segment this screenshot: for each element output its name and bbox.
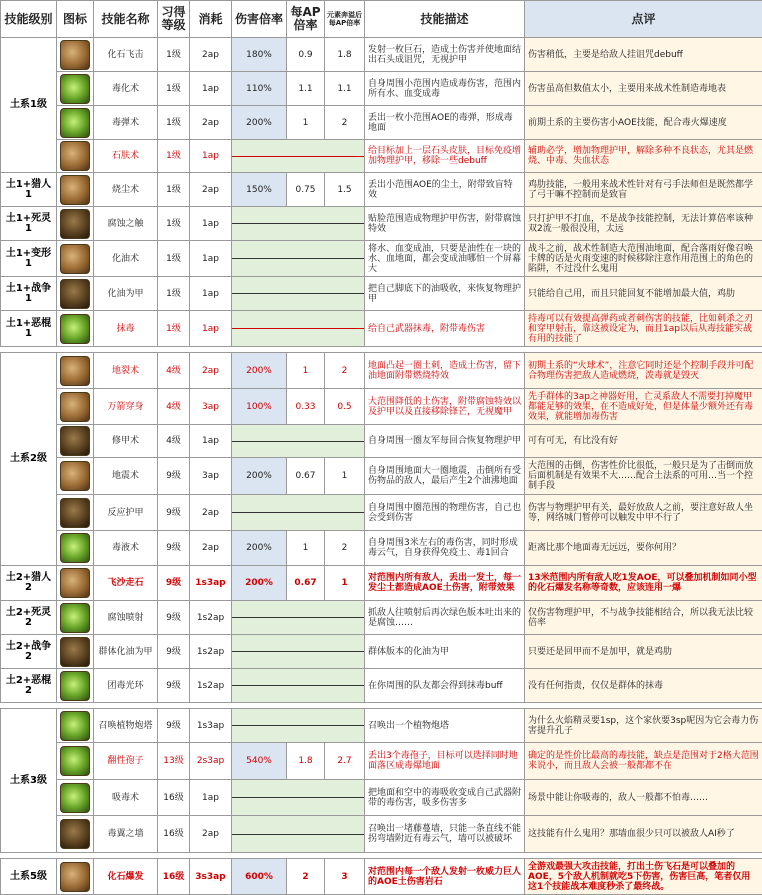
skill-description: 对范围内每一个敌人发射一枚威力巨人的AOE土伤害岩石: [365, 859, 525, 895]
skill-icon: [60, 568, 90, 598]
skill-icon: [60, 244, 90, 274]
table-row: [1, 241, 762, 277]
per-ap-ratio: 0.75: [287, 173, 325, 207]
learn-level: 9级: [158, 566, 190, 601]
damage-ratio: 110%: [232, 72, 287, 106]
skill-name: 地震术: [94, 458, 158, 495]
skill-name: 群体化油为甲: [94, 635, 158, 669]
per-ap-ratio: 1.8: [287, 743, 325, 780]
skill-description: 自身周围3米左右的毒伤害，同时形成毒云气，自身获得免疫土、毒1回合: [365, 531, 525, 566]
ap-cost: 1s2ap: [190, 635, 232, 669]
skill-name: 毒翼之墙: [94, 816, 158, 853]
skill-description: 抓敌人往喷射后再次绿色版本吐出来的是腐蚀……: [365, 601, 525, 635]
per-ap-ratio: 2: [287, 859, 325, 895]
table-row: [1, 38, 762, 72]
ap-cost: 2ap: [190, 816, 232, 853]
skill-name: 烧尘术: [94, 173, 158, 207]
skill-level-cell: 土1+恶棍1: [1, 311, 57, 347]
table-row: [1, 709, 762, 743]
skill-icon: [60, 314, 90, 344]
skill-icon: [60, 108, 90, 138]
skill-icon: [60, 783, 90, 813]
header-cost: 消耗: [190, 1, 232, 38]
header-comment: 点评: [525, 1, 762, 38]
learn-level: 16级: [158, 859, 190, 895]
skill-comment: 只能给自己用，而且只能回复不能增加最大值，鸡肋: [525, 277, 762, 311]
skill-description: 发射一枚巨石，造成土伤害并使地面结出石头成诅咒，无视护甲: [365, 38, 525, 72]
ap-cost: 1ap: [190, 207, 232, 241]
table-row: [1, 311, 762, 347]
skill-description: 群体版本的化油为甲: [365, 635, 525, 669]
learn-level: 1级: [158, 38, 190, 72]
header-desc: 技能描述: [365, 1, 525, 38]
skill-name: 地裂术: [94, 353, 158, 389]
skill-name: 化石飞击: [94, 38, 158, 72]
ap-cost: 1ap: [190, 311, 232, 347]
skill-level-cell: 土1+猎人1: [1, 173, 57, 207]
skill-name: 翻性孢子: [94, 743, 158, 780]
skill-name: 召唤植物炮塔: [94, 709, 158, 743]
skill-name: 化油术: [94, 241, 158, 277]
skill-name: 团毒光环: [94, 669, 158, 703]
learn-level: 4级: [158, 389, 190, 425]
skill-level-cell: 土1+变形1: [1, 241, 57, 277]
ap-cost: 1s2ap: [190, 669, 232, 703]
skill-name: 毒化术: [94, 72, 158, 106]
no-damage-line: [232, 669, 365, 703]
ap-cost: 1ap: [190, 140, 232, 173]
skill-description: 丢出一枚小范围AOE的毒弹，形成毒地面: [365, 106, 525, 140]
skill-description: 给目标加上一层石头皮肤，目标免疫增加物理护甲，移除一些debuff: [365, 140, 525, 173]
table-row: [1, 458, 762, 495]
table-row: [1, 277, 762, 311]
damage-ratio: 200%: [232, 106, 287, 140]
learn-level: 1级: [158, 241, 190, 277]
ap-cost: 2ap: [190, 38, 232, 72]
ap-cost: 3s3ap: [190, 859, 232, 895]
learn-level: 13级: [158, 743, 190, 780]
no-damage-line: [232, 207, 365, 241]
no-damage-line: [232, 709, 365, 743]
skill-description: 召唤出一堵藤蔓墙，只能一条直线不能拐弯墙附近有毒云气，墙可以被破坏: [365, 816, 525, 853]
skill-comment: 前期土系的主要伤害小AOE技能，配合毒火爆速度: [525, 106, 762, 140]
skill-level-cell: 土2+死灵2: [1, 601, 57, 635]
skill-icon: [60, 461, 90, 491]
full-ap-ratio: 2.7: [325, 743, 365, 780]
per-ap-ratio: 1.1: [287, 72, 325, 106]
learn-level: 9级: [158, 669, 190, 703]
skill-description: 自身周围地面大一圈地震，击倒所有受伤物品的敌人，最后产生2个油沸地面: [365, 458, 525, 495]
learn-level: 9级: [158, 601, 190, 635]
table-row: [1, 140, 762, 173]
learn-level: 9级: [158, 495, 190, 531]
skill-description: 自身周围小范围内造成毒伤害，范围内所有水、血变成毒: [365, 72, 525, 106]
per-ap-ratio: 0.9: [287, 38, 325, 72]
skill-comment: 先手群体的3ap之神器好用，亡灵系敌人不需要打掉魔甲都能足够的效果，在不造成好处，但是体量少额外还有毒效果，就能增加毒伤害: [525, 389, 762, 425]
no-damage-line: [232, 816, 365, 853]
no-damage-line: [232, 780, 365, 816]
learn-level: 4级: [158, 425, 190, 458]
skill-icon: [60, 746, 90, 776]
skill-name: 吸毒术: [94, 780, 158, 816]
skill-comment: 场景中能让你吸毒的，敌人一般都不怕毒……: [525, 780, 762, 816]
skill-name: 化油为甲: [94, 277, 158, 311]
damage-ratio: 200%: [232, 353, 287, 389]
skill-level-cell: 土1+战争1: [1, 277, 57, 311]
skill-name: 反应护甲: [94, 495, 158, 531]
skill-icon: [60, 40, 90, 70]
learn-level: 16级: [158, 816, 190, 853]
ap-cost: 2ap: [190, 531, 232, 566]
table-row: [1, 389, 762, 425]
skill-name: 万箭穿身: [94, 389, 158, 425]
skill-comment: 战斗之前，战术性制造大范围油地面，配合落雨好像召唤卡牌的话是火雨变速的时候移除注意作用范围上的角色的陷阱，不过没什么鬼用: [525, 241, 762, 277]
skill-description: 对范围内所有敌人，丢出一发土，每一发尘土都造成AOE土伤害，附带效果: [365, 566, 525, 601]
skill-description: 地面凸起一圈土刺，造成土伤害，留下油地面附带燃烧特效: [365, 353, 525, 389]
per-ap-ratio: 0.67: [287, 458, 325, 495]
no-damage-line: [232, 140, 365, 173]
skill-name: 修甲术: [94, 425, 158, 458]
learn-level: 4级: [158, 353, 190, 389]
table-row: [1, 72, 762, 106]
table-row: [1, 635, 762, 669]
skill-icon: [60, 74, 90, 104]
no-damage-line: [232, 241, 365, 277]
damage-ratio: 200%: [232, 566, 287, 601]
damage-ratio: 200%: [232, 531, 287, 566]
skill-description: 自身周围中圈范围的物理伤害，自己也会受到伤害: [365, 495, 525, 531]
skill-comment: 大范围的击倒，伤害性价比很低，一般只是为了击倒而放后面机制是有效果不大……配合土法系的可用…当一个控制手段: [525, 458, 762, 495]
damage-ratio: 600%: [232, 859, 287, 895]
ap-cost: 3ap: [190, 389, 232, 425]
ap-cost: 1ap: [190, 425, 232, 458]
no-damage-line: [232, 425, 365, 458]
skill-description: 把地面和空中的毒吸收变成自己武器附带的毒伤害，吸多伤害多: [365, 780, 525, 816]
skill-description: 将水、血变成油，只要是油性在一块的水、血地面，都会变成油哪怕一个屏幕大: [365, 241, 525, 277]
table-row: [1, 353, 762, 389]
skill-name: 腐蚀喷射: [94, 601, 158, 635]
skill-icon: [60, 209, 90, 239]
skill-icon: [60, 533, 90, 563]
full-ap-ratio: 2: [325, 531, 365, 566]
table-row: [1, 173, 762, 207]
skill-comment: 距离比那个地面毒无远远，要你何用？: [525, 531, 762, 566]
skill-comment: 13米范围内所有敌人吃1发AOE，可以叠加机制如同小型的化石爆发名称等奇数，应该连用一爆: [525, 566, 762, 601]
skill-name: 石肤术: [94, 140, 158, 173]
skill-level-cell: 土系1级: [1, 38, 57, 173]
skill-comment: 这技能有什么鬼用？那墙血很少只可以被敌人AI秒了: [525, 816, 762, 853]
no-damage-line: [232, 311, 365, 347]
table-row: [1, 207, 762, 241]
header-learn: 习得等级: [158, 1, 190, 38]
skill-description: 丢出小范围AOE的尘土，附带致盲特效: [365, 173, 525, 207]
skill-icon: [60, 279, 90, 309]
no-damage-line: [232, 601, 365, 635]
header-name: 技能名称: [94, 1, 158, 38]
damage-ratio: 200%: [232, 458, 287, 495]
skill-icon: [60, 603, 90, 633]
table-row: [1, 859, 762, 895]
skill-icon: [60, 426, 90, 456]
ap-cost: 1ap: [190, 277, 232, 311]
full-ap-ratio: 1: [325, 566, 365, 601]
full-ap-ratio: 1.8: [325, 38, 365, 72]
skill-comment: 伤害与物理护甲有关，最好放敌人之前，要注意好敌人坐等，网络城门暂停可以触发中甲不行了: [525, 495, 762, 531]
skill-level-cell: 土系2级: [1, 353, 57, 566]
skill-level-cell: 土1+死灵1: [1, 207, 57, 241]
skill-comment: 只要还是回甲而不是加甲，就是鸡肋: [525, 635, 762, 669]
skill-comment: 鸡肋技能，一般用来战术性针对有弓手法师但是既然都学了弓干嘛不控制而是致盲: [525, 173, 762, 207]
table-row: [1, 669, 762, 703]
learn-level: 1级: [158, 207, 190, 241]
ap-cost: 2s3ap: [190, 743, 232, 780]
learn-level: 9级: [158, 635, 190, 669]
skill-icon: [60, 175, 90, 205]
damage-ratio: 150%: [232, 173, 287, 207]
header-icon: 图标: [57, 1, 94, 38]
skill-level-cell: 土2+战争2: [1, 635, 57, 669]
skill-name: 化石爆发: [94, 859, 158, 895]
full-ap-ratio: 1.1: [325, 72, 365, 106]
skill-comment: 全游戏最强大攻击技能，打出土伤飞石是可以叠加的AOE，5个敌人机制就吃5下伤害，伤害巨高，笔者仅用这1个技能战本难度秒杀了最终战。: [525, 859, 762, 895]
ap-cost: 2ap: [190, 353, 232, 389]
ap-cost: 1ap: [190, 72, 232, 106]
skill-comment: 伤害稍低，主要是给敌人挂诅咒debuff: [525, 38, 762, 72]
skill-icon: [60, 356, 90, 386]
skill-description: 贴脸范围造成物理护甲伤害，附带腐蚀特效: [365, 207, 525, 241]
skill-description: 自身周围一圈友军每回合恢复物理护甲: [365, 425, 525, 458]
skill-comment: 为什么火焰精灵要1sp，这个家伙要3sp呢因为它会毒力伤害提升孔子: [525, 709, 762, 743]
ap-cost: 1s3ap: [190, 709, 232, 743]
skill-description: 召唤出一个植物炮塔: [365, 709, 525, 743]
no-damage-line: [232, 495, 365, 531]
ap-cost: 2ap: [190, 106, 232, 140]
table-row: [1, 816, 762, 853]
learn-level: 9级: [158, 709, 190, 743]
learn-level: 1级: [158, 277, 190, 311]
skill-comment: 可有可无，有比没有好: [525, 425, 762, 458]
full-ap-ratio: 3: [325, 859, 365, 895]
skill-icon: [60, 392, 90, 422]
header-level: 技能级别: [1, 1, 57, 38]
learn-level: 1级: [158, 72, 190, 106]
skill-description: 在你周围的队友都会得到抹毒buff: [365, 669, 525, 703]
ap-cost: 1s2ap: [190, 601, 232, 635]
skill-comment: 初期土系的“火球术”，注意它同时还是个控制手段并可配合物理伤害把敌人造成燃烧，泼毒就是毁灭: [525, 353, 762, 389]
ap-cost: 3ap: [190, 458, 232, 495]
learn-level: 9级: [158, 458, 190, 495]
table-row: [1, 495, 762, 531]
skill-name: 抹毒: [94, 311, 158, 347]
skill-description: 大范围降低的土伤害，附带腐蚀特效以及护甲以及直接移除锋芒，无视魔甲: [365, 389, 525, 425]
full-ap-ratio: 2: [325, 353, 365, 389]
damage-ratio: 180%: [232, 38, 287, 72]
skill-icon: [60, 671, 90, 701]
table-row: [1, 780, 762, 816]
learn-level: 1级: [158, 173, 190, 207]
per-ap-ratio: 0.67: [287, 566, 325, 601]
skill-icon: [60, 862, 90, 892]
skill-level-cell: 土2+猎人2: [1, 566, 57, 601]
no-damage-line: [232, 277, 365, 311]
damage-ratio: 100%: [232, 389, 287, 425]
full-ap-ratio: 0.5: [325, 389, 365, 425]
skill-name: 毒弹术: [94, 106, 158, 140]
learn-level: 16级: [158, 780, 190, 816]
ap-cost: 2ap: [190, 495, 232, 531]
header-row: [1, 1, 762, 38]
skill-icon: [60, 819, 90, 849]
full-ap-ratio: 1.5: [325, 173, 365, 207]
skill-comment: 伤害虽高但数值太小，主要用来战术性制造毒地表: [525, 72, 762, 106]
header-perap: 每AP倍率: [287, 1, 325, 38]
table-row: [1, 106, 762, 140]
skill-comment: 没有任何指责，仅仅是群体的抹毒: [525, 669, 762, 703]
skill-description: 把自己脚底下的油吸收，来恢复物理护甲: [365, 277, 525, 311]
learn-level: 1级: [158, 311, 190, 347]
skill-name: 毒液术: [94, 531, 158, 566]
per-ap-ratio: 1: [287, 106, 325, 140]
skill-comment: 只打护甲不打血，不是战争技能控制，无法计算倍率该种双2流一般很没用，太远: [525, 207, 762, 241]
per-ap-ratio: 0.33: [287, 389, 325, 425]
skill-icon: [60, 711, 90, 741]
per-ap-ratio: 1: [287, 353, 325, 389]
skill-description: 给自己武器抹毒，附带毒伤害: [365, 311, 525, 347]
per-ap-ratio: 1: [287, 531, 325, 566]
header-fullap: 元素奔溢后每AP倍率: [325, 1, 365, 38]
no-damage-line: [232, 635, 365, 669]
table-row: [1, 566, 762, 601]
header-dmg: 伤害倍率: [232, 1, 287, 38]
ap-cost: 1ap: [190, 241, 232, 277]
learn-level: 9级: [158, 531, 190, 566]
table-row: [1, 425, 762, 458]
skill-comment: 持毒可以有效提高弹药或者刺伤害的技能，比如刺杀之刃和穿甲射击，靠这被设定为，而且1ap以后从毒技能实战有用的技能了: [525, 311, 762, 347]
table-row: [1, 531, 762, 566]
table-row: [1, 601, 762, 635]
skill-name: 腐蚀之触: [94, 207, 158, 241]
skill-level-cell: 土系3级: [1, 709, 57, 853]
table-row: [1, 743, 762, 780]
learn-level: 1级: [158, 140, 190, 173]
ap-cost: 1ap: [190, 780, 232, 816]
ap-cost: 2ap: [190, 173, 232, 207]
skill-name: 飞沙走石: [94, 566, 158, 601]
ap-cost: 1s3ap: [190, 566, 232, 601]
skill-comment: 确定的是性价比最高的毒技能，缺点是范围对于2格大范围来说小，而且敌人会被一般都都不在: [525, 743, 762, 780]
skill-icon: [60, 141, 90, 171]
full-ap-ratio: 2: [325, 106, 365, 140]
learn-level: 1级: [158, 106, 190, 140]
skill-level-cell: 土2+恶棍2: [1, 669, 57, 703]
skill-level-cell: 土系5级: [1, 859, 57, 895]
skill-comment: 辅助必学，增加物理护甲，解除多种不良状态，尤其是燃烧、中毒、失血状态: [525, 140, 762, 173]
skill-comment: 仅伤害物理护甲，不与战争技能相结合，所以我无法比较倍率: [525, 601, 762, 635]
damage-ratio: 540%: [232, 743, 287, 780]
skill-icon: [60, 498, 90, 528]
full-ap-ratio: 1: [325, 458, 365, 495]
skill-icon: [60, 637, 90, 667]
skill-description: 丢出3个毒孢子，目标可以选择同时地面落区成毒爆地面: [365, 743, 525, 780]
